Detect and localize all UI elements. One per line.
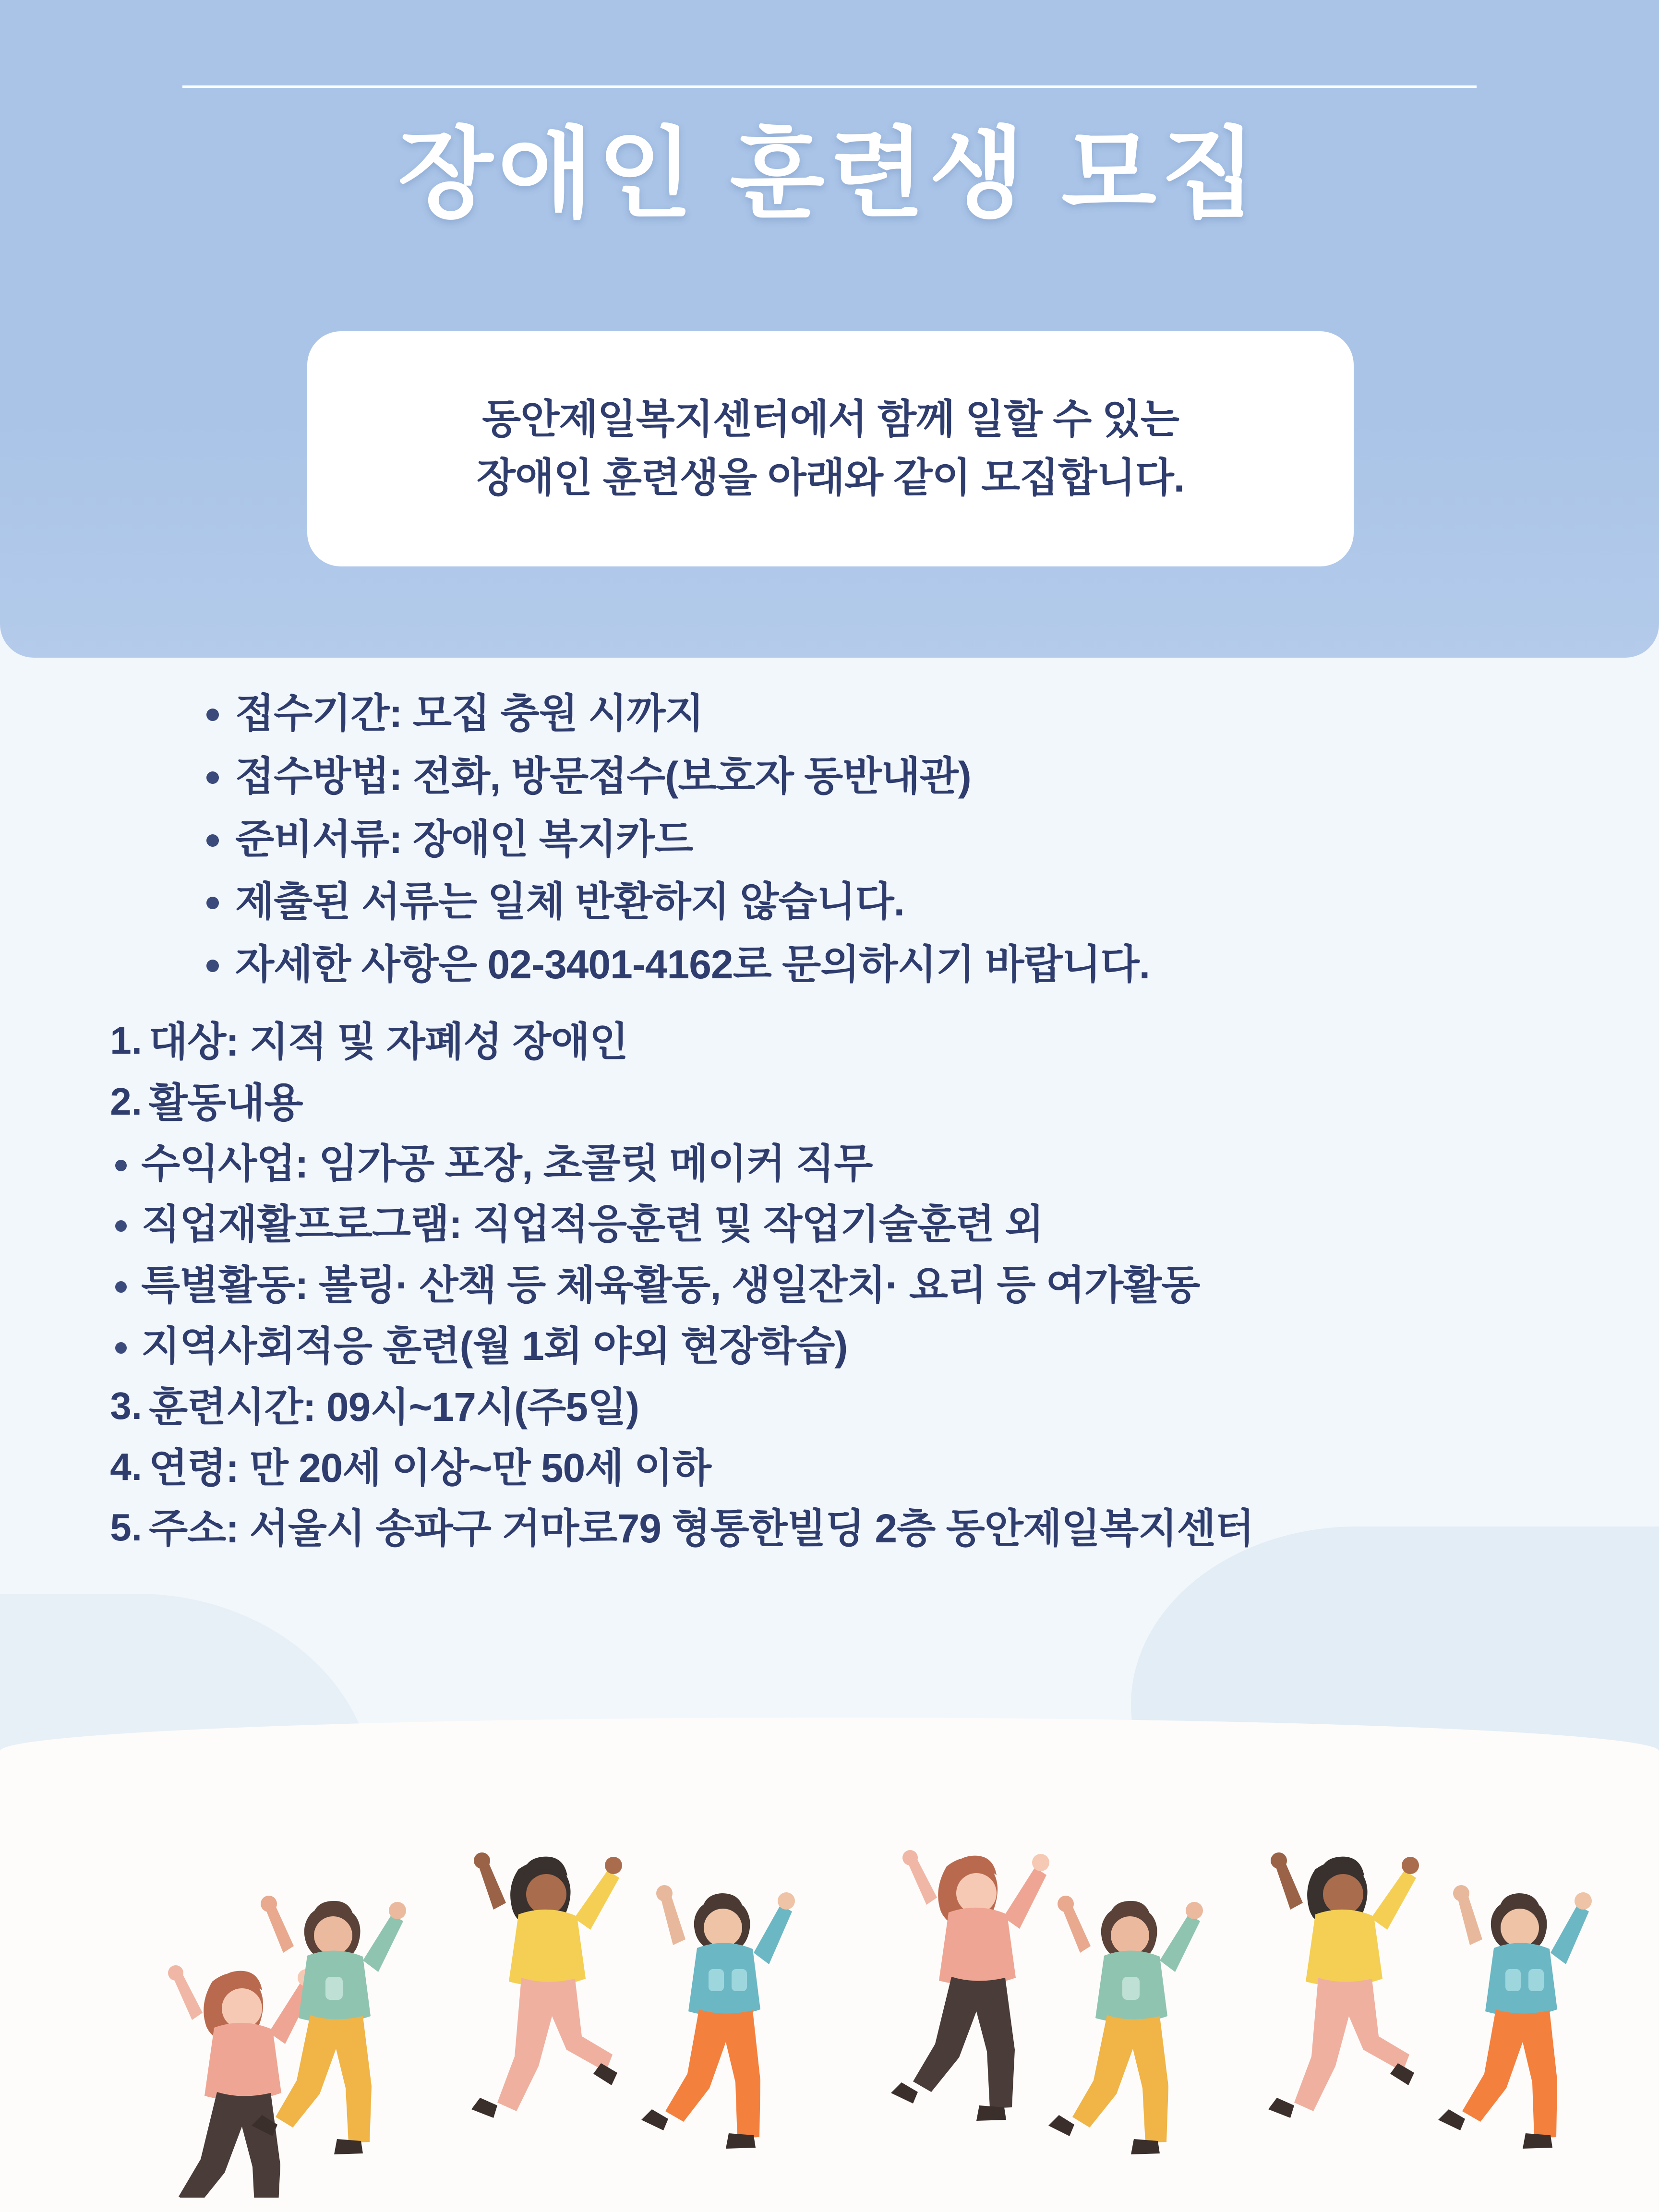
bullet-dot-icon [115, 1220, 127, 1232]
list-item [96, 1140, 1659, 1188]
list-marker: 1. [110, 1019, 142, 1062]
list-label: 훈련시간: 09시~17시(주5일) [149, 1384, 639, 1430]
bullet-dot-icon [206, 960, 219, 972]
page-title: 장애인 훈련생 모집 [397, 119, 1262, 229]
list-marker: 5. [110, 1506, 142, 1549]
list-item [96, 1261, 1659, 1310]
list-item [96, 1322, 1659, 1370]
list-marker: 4. [110, 1445, 142, 1488]
poster-header [0, 0, 1659, 658]
list-label: 대상: 지적 및 자폐성 장애인 [149, 1019, 628, 1064]
program-details-list [0, 1018, 1659, 1553]
list-marker: 3. [110, 1384, 142, 1427]
bullet-dot-icon [206, 771, 219, 784]
intro-line-2: 장애인 훈련생을 아래와 같이 모집합니다. [476, 455, 1185, 500]
sub-label: 특별활동: 볼링· 산책 등 체육활동, 생일잔치· 요리 등 여가활동 [141, 1262, 1200, 1308]
list-item [206, 752, 1659, 801]
list-item [96, 1504, 1659, 1553]
list-item [206, 815, 1659, 864]
list-item [96, 1079, 1659, 1127]
bullet-label: 제출된 서류는 일체 반환하지 않습니다. [235, 879, 904, 925]
intro-line-1: 동안제일복지센터에서 함께 일할 수 있는 [482, 397, 1179, 442]
bullet-label: 접수기간: 모집 충원 시까지 [235, 691, 704, 736]
header-divider [182, 85, 1477, 88]
intro-card [307, 331, 1354, 566]
bullet-label: 자세한 사항은 02-3401-4162로 문의하시기 바랍니다. [235, 942, 1150, 987]
list-label: 주소: 서울시 송파구 거마로79 형통한빌딩 2층 동안제일복지센터 [149, 1506, 1254, 1551]
sub-label: 지역사회적응 훈련(월 1회 야외 현장학습) [141, 1323, 848, 1369]
bullet-dot-icon [115, 1281, 127, 1293]
application-info-list [0, 689, 1659, 989]
list-label: 연령: 만 20세 이상~만 50세 이하 [149, 1445, 711, 1491]
bullet-dot-icon [206, 709, 219, 721]
bullet-dot-icon [206, 834, 219, 847]
list-item [206, 689, 1659, 738]
illustration-group-left [156, 1852, 795, 2198]
sub-label: 수익사업: 임가공 포장, 초콜릿 메이커 직무 [141, 1141, 873, 1186]
list-marker: 2. [110, 1080, 142, 1123]
list-item [96, 1383, 1659, 1431]
list-item [206, 878, 1659, 926]
list-label: 활동내용 [149, 1080, 303, 1125]
bullet-dot-icon [115, 1160, 127, 1171]
bullet-label: 접수방법: 전화, 방문접수(보호자 동반내관) [235, 753, 971, 799]
list-item [96, 1444, 1659, 1492]
list-item [96, 1018, 1659, 1066]
list-item [206, 940, 1659, 989]
illustration-group-right [891, 1850, 1592, 2154]
bullet-dot-icon [206, 897, 219, 909]
bullet-label: 준비서류: 장애인 복지카드 [235, 816, 693, 862]
bullet-dot-icon [115, 1342, 127, 1354]
jumping-people-illustration [0, 1718, 1659, 2198]
sub-label: 직업재활프로그램: 직업적응훈련 및 작업기술훈련 외 [141, 1202, 1044, 1247]
list-item [96, 1200, 1659, 1249]
